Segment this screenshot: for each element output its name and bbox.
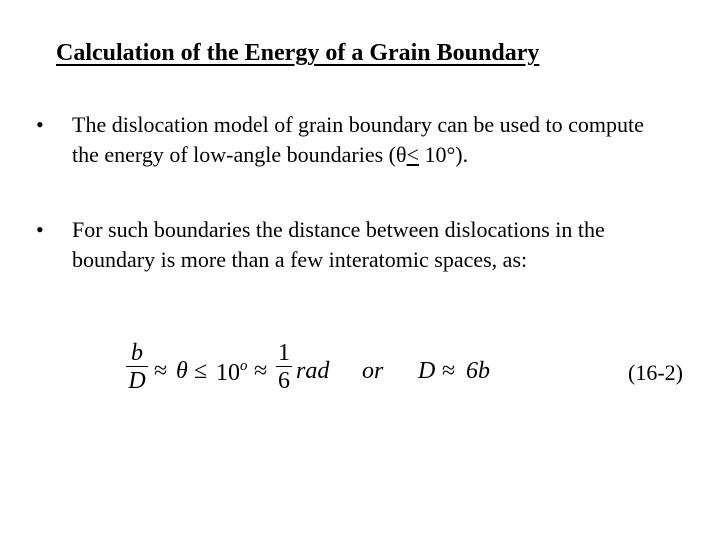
degree-superscript: o [240,358,248,374]
bullet-text-2: For such boundaries the distance between dislocations in the boundary is more than a few interatomic spaces, as: [72,217,605,272]
bullet-item-2 [36,215,676,275]
bullet-text-1 [72,110,676,170]
bullet-item-1 [36,110,676,170]
spacing-d: D [418,358,436,384]
slide-title: Calculation of the Energy of a Grain Boundary [56,40,540,66]
bullet-marker: • [36,112,44,137]
fraction-numerator: b [131,340,143,366]
fraction-one-sixth [276,340,292,395]
or-word: or [362,358,384,384]
rad-unit: rad [296,358,330,384]
six-b: 6b [466,358,490,384]
theta-symbol: θ [176,358,188,384]
approx-symbol: ≈ [442,358,456,384]
approx-symbol: ≈ [154,358,168,384]
fraction-denominator: D [128,368,146,394]
less-than-symbol: < [406,142,419,167]
bullet-1-text-before: The dislocation model of grain boundary can be used to compute the energy of low-angle boundaries (θ [72,112,644,167]
bullet-1-text-after: 10°). [418,142,469,167]
equation-number: (16-2) [628,360,683,385]
fraction-numerator: 1 [278,340,290,366]
less-equal-symbol: ≤ [194,358,208,384]
approx-symbol: ≈ [254,358,268,384]
fraction-b-over-d [126,340,148,395]
ten-value: 10 [216,360,240,386]
fraction-denominator: 6 [278,368,290,394]
ten-degrees [216,358,248,387]
bullet-marker: • [36,217,44,242]
